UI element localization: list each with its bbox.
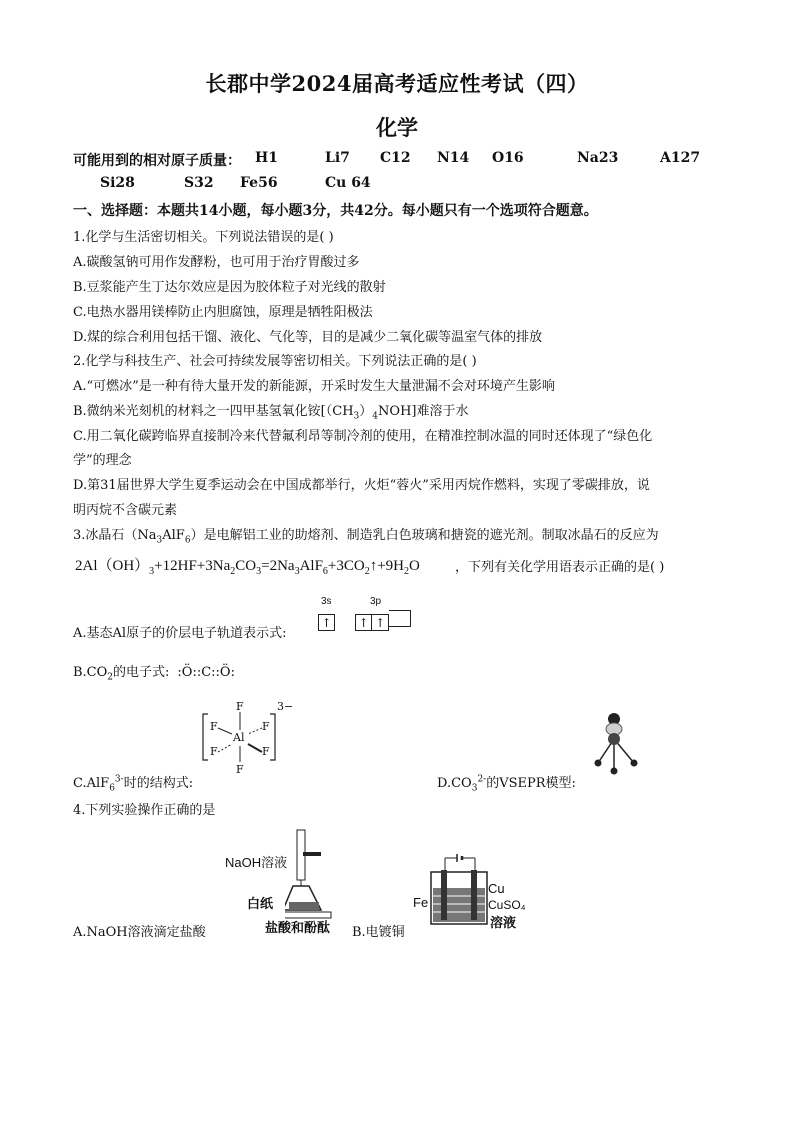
q4-option-a: A.NaOH溶液滴定盐酸 bbox=[73, 925, 206, 940]
exam-title: 长郡中学2024届高考适应性考试（四） bbox=[205, 71, 589, 96]
q2-option-b: B.微纳米光刻机的材料之一四甲基氢氧化铵$[(CH_3)_4NOH]$难溶于水 bbox=[73, 404, 469, 422]
label-fe: Fe bbox=[413, 895, 429, 910]
struct-f-lr: F bbox=[262, 745, 270, 758]
q1-stem: 1.化学与生活密切相关。下列说法错误的是( ) bbox=[73, 230, 334, 245]
orbital-3s-label: 3s bbox=[321, 596, 332, 607]
struct-f-top: F bbox=[236, 700, 244, 713]
q3-option-c: C.AlF$_6^{3-}$时的结构式: bbox=[73, 774, 194, 794]
q3-option-a: A.基态Al原子的价层电子轨道表示式: bbox=[73, 626, 287, 641]
orbital-diagram bbox=[318, 610, 411, 631]
q2-option-c-line1: C.用二氧化碳跨临界直接制冷来代替氟利昂等制冷剂的使用，在精准控制冰温的同时还体现了“绿色化 bbox=[73, 429, 653, 444]
q3-question: ，下列有关化学用语表示正确的是( ) bbox=[455, 560, 665, 575]
orbital-3p-box-1: ↑ bbox=[355, 614, 372, 631]
q2-stem: 2.化学与科技生产、社会可持续发展等密切相关。下列说法正确的是( ) bbox=[73, 354, 477, 369]
mass-Li: Li7 bbox=[325, 150, 350, 166]
q2-option-d-line2: 明丙烷不含碳元素 bbox=[73, 503, 178, 518]
q3-option-b: $B.CO_2$的电子式: :Ö::C::Ö: bbox=[73, 665, 235, 683]
mass-N: N14 bbox=[437, 150, 470, 166]
mass-S: S32 bbox=[184, 175, 214, 191]
label-acid: 盐酸和酚酞 bbox=[265, 921, 331, 936]
vsepr-model bbox=[588, 705, 648, 785]
struct-f-ur: F bbox=[262, 720, 270, 733]
titration-figure bbox=[285, 828, 355, 923]
q2-option-a: A.“可燃冰”是一种有待大量开发的新能源，开采时发生大量泄漏不会对环境产生影响 bbox=[73, 379, 555, 394]
orbital-3p-box-2: ↑ bbox=[372, 614, 389, 631]
q1-option-a: A.碳酸氢钠可用作发酵粉，也可用于治疗胃酸过多 bbox=[73, 255, 360, 270]
struct-al: Al bbox=[233, 731, 245, 744]
electroplating-figure bbox=[425, 850, 495, 930]
q4-stem: 4.下列实验操作正确的是 bbox=[73, 803, 216, 818]
label-cuso4: CuSO₄ bbox=[488, 898, 526, 912]
mass-Cu: Cu 64 bbox=[325, 175, 371, 191]
mass-O: O16 bbox=[492, 150, 524, 166]
mass-Fe: Fe56 bbox=[240, 175, 278, 191]
mass-C: C12 bbox=[380, 150, 411, 166]
struct-f-bottom: F bbox=[236, 763, 244, 776]
struct-charge: 3− bbox=[277, 700, 294, 713]
label-cu: Cu bbox=[488, 881, 505, 896]
subject-title: 化学 bbox=[376, 115, 418, 140]
section-heading: 一、选择题：本题共14小题，每小题3分，共42分。每小题只有一个选项符合题意。 bbox=[73, 203, 598, 219]
atomic-mass-label: 可能用到的相对原子质量： bbox=[73, 153, 241, 169]
label-naoh: NaOH溶液 bbox=[225, 855, 288, 870]
label-solution: 溶液 bbox=[490, 916, 517, 931]
q1-option-b: B.豆浆能产生丁达尔效应是因为胶体粒子对光线的散射 bbox=[73, 280, 386, 295]
mass-Si: Si28 bbox=[100, 175, 135, 191]
q1-option-c: C.电热水器用镁棒防止内胆腐蚀，原理是牺牲阳极法 bbox=[73, 305, 373, 320]
struct-f-ul: F bbox=[210, 720, 218, 733]
mass-Na: Na23 bbox=[577, 150, 619, 166]
mass-Al: A127 bbox=[660, 150, 701, 166]
mass-H: H1 bbox=[255, 150, 278, 166]
q4-option-b: B.电镀铜 bbox=[352, 925, 405, 940]
struct-f-ll: F bbox=[210, 745, 218, 758]
q2-option-c-line2: 学”的理念 bbox=[73, 453, 132, 468]
q1-option-d: D.煤的综合利用包括干馏、液化、气化等，目的是减少二氧化碳等温室气体的排放 bbox=[73, 330, 543, 345]
q3-stem: 3.冰晶石$(Na_3AlF_6)$是电解铝工业的助熔剂、制造乳白色玻璃和搪瓷的遮光剂。制取冰晶石的反应为 bbox=[73, 528, 659, 546]
svg-text:2Al（OH）3+12HF+3Na2CO3=2Na3AlF6: $2Al(OH)_3+12HF+3Na_2CO_3=2Na_3AlF_6+3CO_2↑+9H_2O$ bbox=[75, 558, 420, 577]
orbital-3s-box: ↑ bbox=[318, 614, 335, 631]
q3-option-d: $D.CO_3^{2-}$的VSEPR模型: bbox=[437, 774, 576, 794]
orbital-3p-box-3 bbox=[389, 610, 411, 627]
q2-option-d-line1: D.第31届世界大学生夏季运动会在中国成都举行，火炬“蓉火”采用丙烷作燃料，实现了零碳排放，说 bbox=[73, 478, 650, 493]
reaction-equation bbox=[73, 550, 463, 580]
orbital-3p-label: 3p bbox=[370, 596, 382, 607]
label-white-paper: 白纸 bbox=[247, 897, 274, 912]
